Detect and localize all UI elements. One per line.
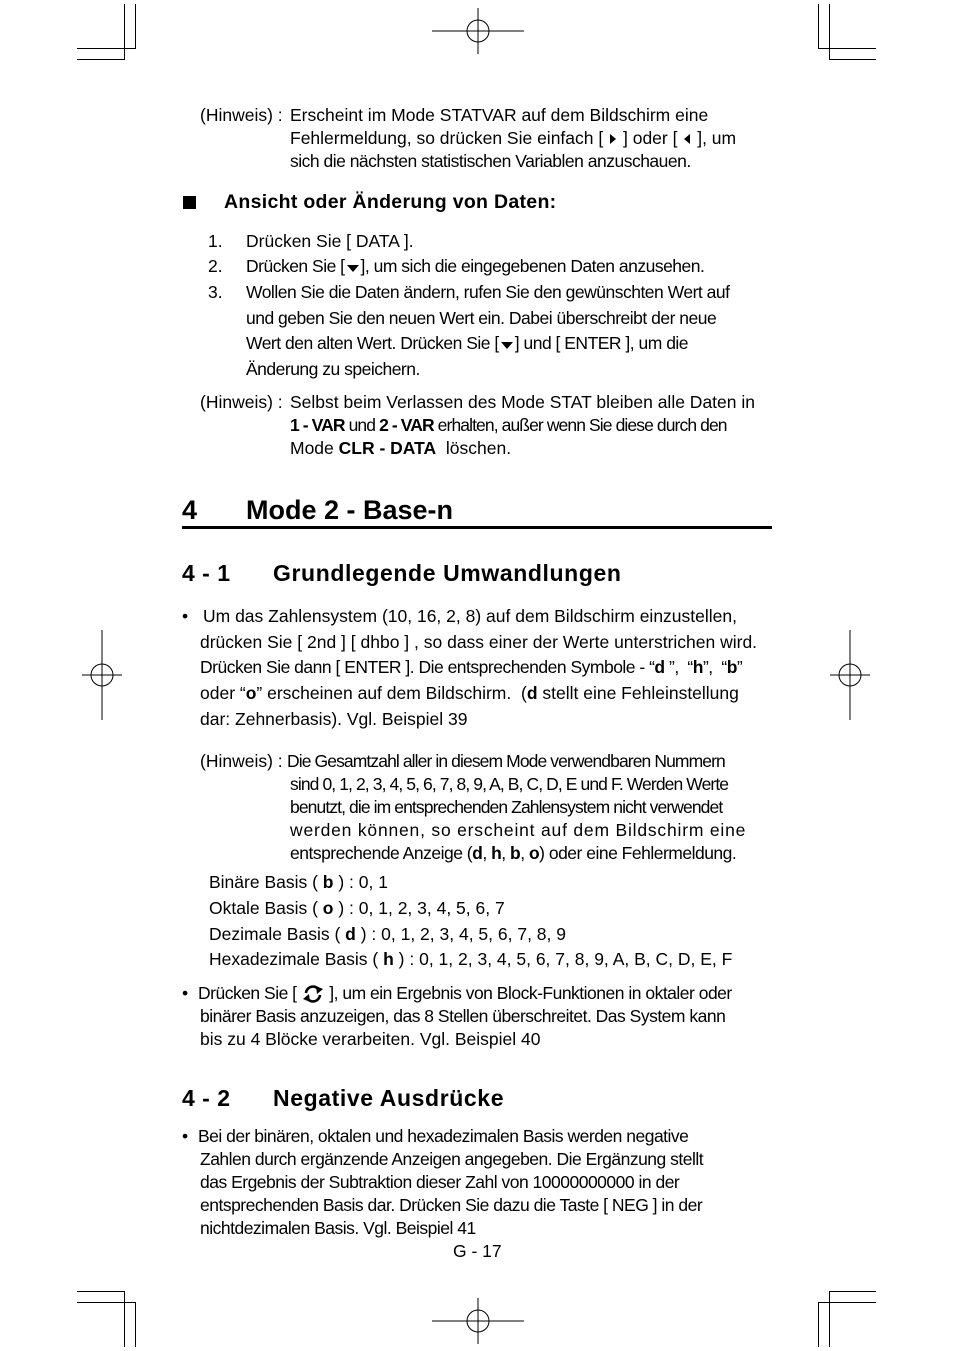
list-item: Oktale Basis ( o ) : 0, 1, 2, 3, 4, 5, 6, 7 (209, 898, 505, 918)
section-number: 4 - 2 (182, 1085, 231, 1111)
paragraph-line: dar: Zehnerbasis). Vgl. Beispiel 39 (200, 709, 468, 729)
section-title: Grundlegende Umwandlungen (273, 560, 622, 586)
crop-mark-bottom-left-v (124, 1291, 125, 1347)
registration-mark-icon (432, 8, 524, 54)
note-label: (Hinweis) : (200, 105, 283, 125)
note-label: (Hinweis) : (200, 751, 283, 771)
bullet: • (182, 1126, 189, 1146)
crop-mark-bottom-right-h (818, 1302, 876, 1303)
section-number: 4 - 1 (182, 560, 231, 586)
note-text: Fehlermeldung, so drücken Sie einfach [ ] oder [ ], um (290, 128, 737, 148)
note-text: werden können, so erscheint auf dem Bildschirm eine (290, 820, 747, 840)
paragraph-line: nichtdezimalen Basis. Vgl. Beispiel 41 (200, 1218, 476, 1238)
chapter-rule (182, 526, 772, 529)
step-text: Drücken Sie [ DATA ]. (246, 231, 414, 251)
step-number: 3. (208, 282, 223, 302)
note-text: entsprechende Anzeige (d, h, b, o) oder eine Fehlermeldung. (290, 843, 737, 863)
block-cycle-icon (301, 984, 325, 1004)
crop-mark-bottom-left-h2 (77, 1302, 136, 1303)
crop-mark-bottom-left-v2 (135, 1302, 136, 1347)
step-text: und geben Sie den neuen Wert ein. Dabei überschreibt der neue (246, 308, 717, 328)
crop-mark-top-right-v (818, 4, 819, 49)
note-text: benutzt, die im entsprechenden Zahlensystem nicht verwendet (290, 797, 723, 817)
note-text: 1 - VAR und 2 - VAR erhalten, außer wenn Sie diese durch den (290, 415, 727, 435)
crop-mark-top-right-v2 (829, 4, 830, 60)
crop-mark-top-right-h (818, 48, 876, 49)
crop-mark-bottom-left-h (77, 1291, 125, 1292)
crop-mark-top-left-v (124, 4, 125, 60)
step-number: 1. (208, 231, 223, 251)
triangle-down-icon (499, 339, 515, 351)
note-text: Die Gesamtzahl aller in diesem Mode verwendbaren Nummern (287, 751, 725, 771)
paragraph-line: entsprechenden Basis dar. Drücken Sie dazu die Taste [ NEG ] in der (200, 1195, 703, 1215)
list-item: Hexadezimale Basis ( h ) : 0, 1, 2, 3, 4, 5, 6, 7, 8, 9, A, B, C, D, E, F (209, 949, 733, 969)
step-text: Änderung zu speichern. (246, 359, 420, 379)
paragraph-line: Drücken Sie [ ], um ein Ergebnis von Block-Funktionen in oktaler oder (198, 983, 732, 1003)
paragraph-line: Drücken Sie dann [ ENTER ]. Die entsprechenden Symbole - “d ”, “h”, “b” (200, 657, 743, 677)
triangle-down-icon (345, 262, 361, 274)
paragraph-line: oder “o” erscheinen auf dem Bildschirm. (d stellt eine Fehleinstellung (200, 683, 739, 703)
paragraph-line: drücken Sie [ 2nd ] [ dhbo ] , so dass einer der Werte unterstrichen wird. (200, 632, 758, 652)
triangle-right-icon (608, 132, 618, 146)
step-number: 2. (208, 256, 223, 276)
paragraph-line: das Ergebnis der Subtraktion dieser Zahl von 10000000000 in der (200, 1172, 680, 1192)
paragraph-line: Bei der binären, oktalen und hexadezimalen Basis werden negative (198, 1126, 689, 1146)
step-text: Wollen Sie die Daten ändern, rufen Sie den gewünschten Wert auf (246, 282, 730, 302)
registration-mark-icon (82, 630, 122, 720)
paragraph-line: Um das Zahlensystem (10, 16, 2, 8) auf dem Bildschirm einzustellen, (203, 606, 737, 626)
crop-mark-bottom-right-v (818, 1302, 819, 1347)
crop-mark-bottom-right-v2 (829, 1291, 830, 1347)
triangle-left-icon (682, 132, 692, 146)
note-text: Mode CLR - DATA löschen. (290, 438, 512, 458)
paragraph-line: Zahlen durch ergänzende Anzeigen angegeben. Die Ergänzung stellt (200, 1149, 704, 1169)
chapter-number: 4 (182, 495, 198, 525)
bullet: • (182, 606, 189, 626)
bullet: • (182, 983, 189, 1003)
list-item: Dezimale Basis ( d ) : 0, 1, 2, 3, 4, 5, 6, 7, 8, 9 (209, 924, 566, 944)
registration-mark-icon (432, 1298, 524, 1344)
square-bullet-icon (183, 196, 196, 209)
step-text: Drücken Sie [ ], um sich die eingegebenen Daten anzusehen. (246, 256, 705, 276)
section-heading: Ansicht oder Änderung von Daten: (224, 191, 557, 213)
chapter-title: Mode 2 - Base-n (246, 495, 454, 525)
page-number: G - 17 (453, 1241, 502, 1261)
crop-mark-top-left-v2 (135, 4, 136, 49)
section-title: Negative Ausdrücke (273, 1085, 505, 1111)
crop-mark-bottom-right-h2 (829, 1291, 876, 1292)
registration-mark-icon (830, 630, 870, 720)
paragraph-line: binärer Basis anzuzeigen, das 8 Stellen überschreitet. Das System kann (200, 1006, 726, 1026)
crop-mark-top-right-h2 (829, 59, 876, 60)
note-text: sich die nächsten statistischen Variablen anzuschauen. (290, 151, 691, 171)
note-text: Erscheint im Mode STATVAR auf dem Bildschirm eine (290, 105, 709, 125)
crop-mark-top-left-h (77, 48, 135, 49)
crop-mark-top-left-h2 (77, 59, 125, 60)
note-label: (Hinweis) : (200, 392, 283, 412)
note-text: Selbst beim Verlassen des Mode STAT bleiben alle Daten in (290, 392, 755, 412)
note-text: sind 0, 1, 2, 3, 4, 5, 6, 7, 8, 9, A, B, C, D, E und F. Werden Werte (290, 774, 729, 794)
step-text: Wert den alten Wert. Drücken Sie [ ] und [ ENTER ], um die (246, 333, 689, 353)
list-item: Binäre Basis ( b ) : 0, 1 (209, 872, 388, 892)
paragraph-line: bis zu 4 Blöcke verarbeiten. Vgl. Beispiel 40 (200, 1029, 541, 1049)
